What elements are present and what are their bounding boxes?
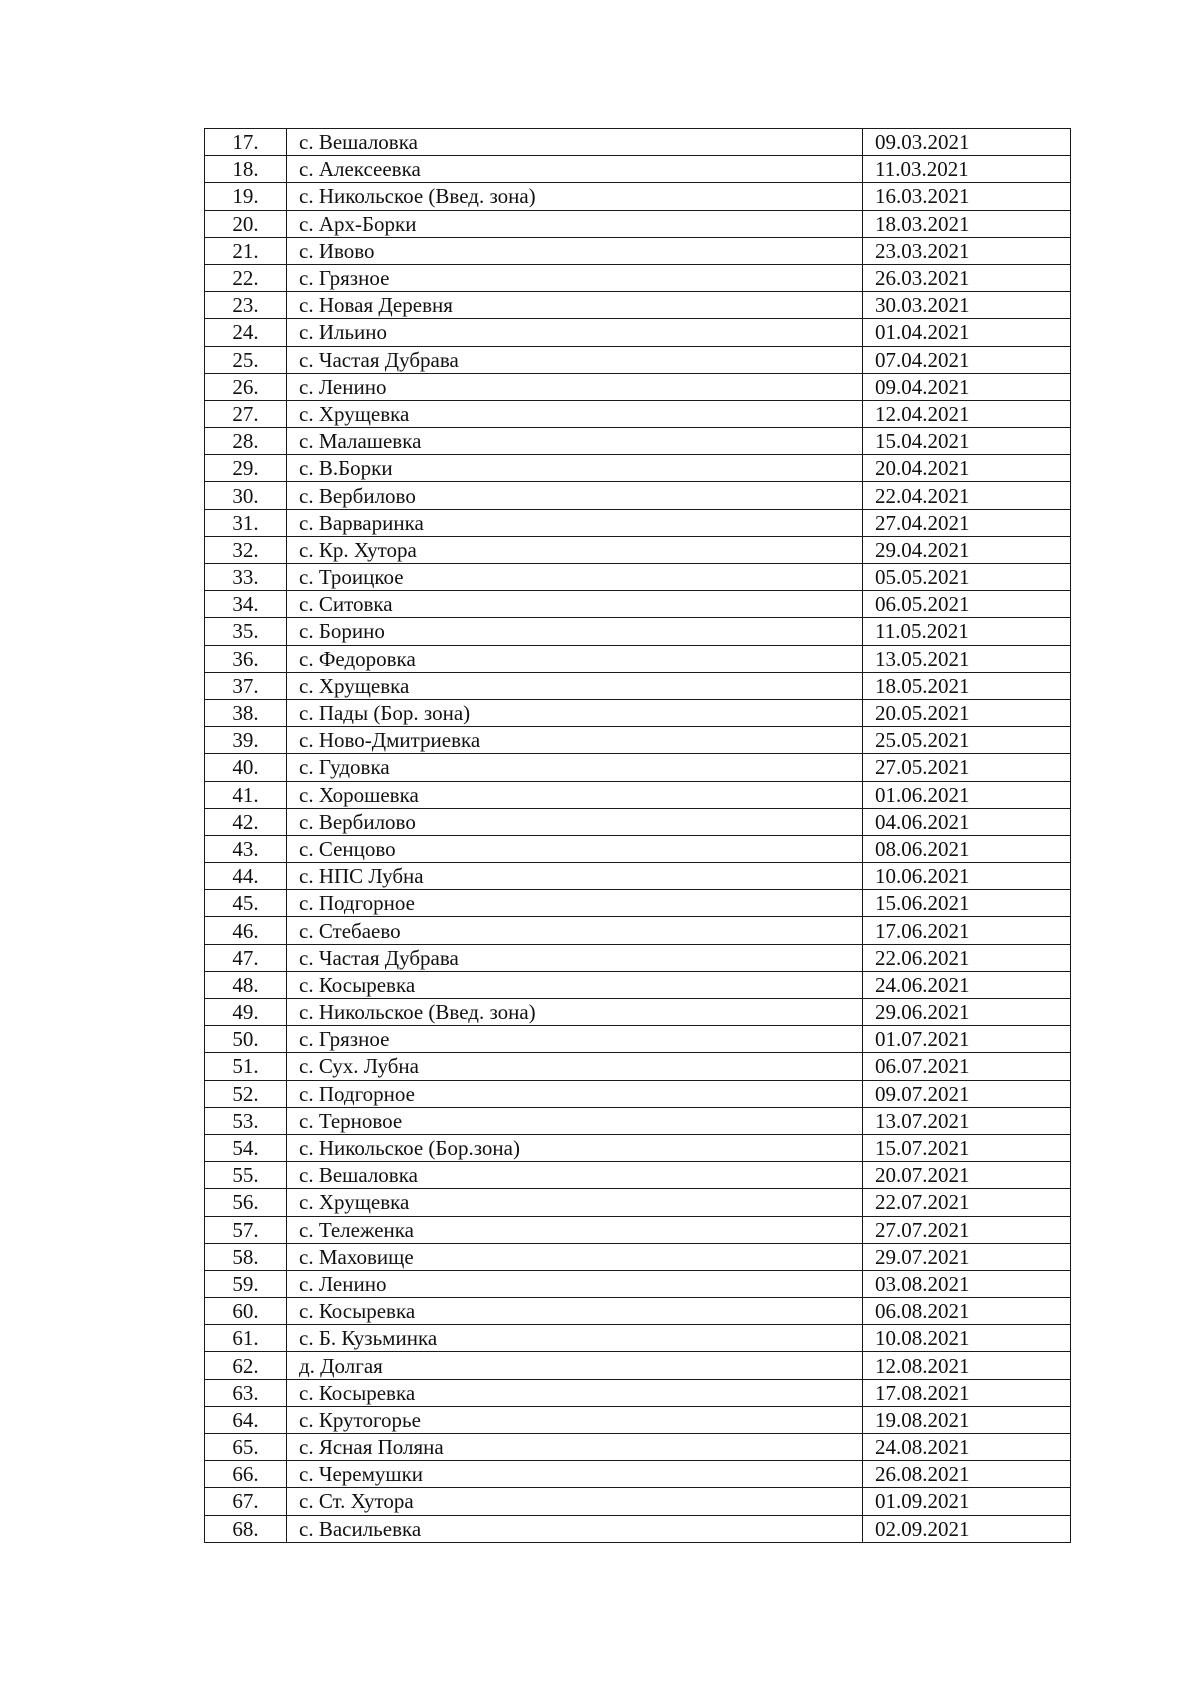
row-number-cell: 33. [205, 564, 287, 591]
date-cell: 01.09.2021 [863, 1488, 1071, 1515]
date-cell: 12.04.2021 [863, 400, 1071, 427]
row-number-cell: 42. [205, 808, 287, 835]
table-row [205, 645, 1071, 672]
row-number-cell: 58. [205, 1243, 287, 1270]
row-number-cell: 23. [205, 292, 287, 319]
row-number-cell: 20. [205, 210, 287, 237]
date-cell: 08.06.2021 [863, 835, 1071, 862]
date-cell: 09.04.2021 [863, 373, 1071, 400]
date-cell: 13.07.2021 [863, 1107, 1071, 1134]
table-row [205, 917, 1071, 944]
row-number-cell: 37. [205, 672, 287, 699]
settlement-cell: с. Ильино [287, 319, 863, 346]
settlement-cell: с. Троицкое [287, 564, 863, 591]
settlement-cell: с. Ленино [287, 373, 863, 400]
row-number-cell: 44. [205, 863, 287, 890]
table-row [205, 944, 1071, 971]
row-number-cell: 25. [205, 346, 287, 373]
table-row [205, 1270, 1071, 1297]
settlement-cell: с. Васильевка [287, 1515, 863, 1542]
table-row [205, 1352, 1071, 1379]
table-row [205, 509, 1071, 536]
row-number-cell: 29. [205, 455, 287, 482]
row-number-cell: 35. [205, 618, 287, 645]
settlement-cell: с. Ясная Поляна [287, 1434, 863, 1461]
table-row [205, 999, 1071, 1026]
table-row [205, 428, 1071, 455]
row-number-cell: 64. [205, 1406, 287, 1433]
date-cell: 22.07.2021 [863, 1189, 1071, 1216]
date-cell: 29.07.2021 [863, 1243, 1071, 1270]
table-row [205, 1406, 1071, 1433]
date-cell: 25.05.2021 [863, 727, 1071, 754]
settlement-cell: с. Пады (Бор. зона) [287, 699, 863, 726]
date-cell: 10.08.2021 [863, 1325, 1071, 1352]
row-number-cell: 66. [205, 1461, 287, 1488]
settlement-cell: с. Грязное [287, 1026, 863, 1053]
date-cell: 23.03.2021 [863, 237, 1071, 264]
row-number-cell: 26. [205, 373, 287, 400]
row-number-cell: 17. [205, 129, 287, 156]
date-cell: 04.06.2021 [863, 808, 1071, 835]
row-number-cell: 50. [205, 1026, 287, 1053]
row-number-cell: 53. [205, 1107, 287, 1134]
row-number-cell: 38. [205, 699, 287, 726]
settlement-cell: с. Ленино [287, 1270, 863, 1297]
settlement-cell: д. Долгая [287, 1352, 863, 1379]
table-row [205, 129, 1071, 156]
date-cell: 18.03.2021 [863, 210, 1071, 237]
row-number-cell: 54. [205, 1134, 287, 1161]
date-cell: 27.05.2021 [863, 754, 1071, 781]
table-row [205, 237, 1071, 264]
date-cell: 10.06.2021 [863, 863, 1071, 890]
date-cell: 22.04.2021 [863, 482, 1071, 509]
settlement-cell: с. Хрущевка [287, 400, 863, 427]
row-number-cell: 57. [205, 1216, 287, 1243]
row-number-cell: 39. [205, 727, 287, 754]
date-cell: 26.03.2021 [863, 264, 1071, 291]
table-row [205, 564, 1071, 591]
date-cell: 09.03.2021 [863, 129, 1071, 156]
date-cell: 22.06.2021 [863, 944, 1071, 971]
row-number-cell: 41. [205, 781, 287, 808]
date-cell: 17.08.2021 [863, 1379, 1071, 1406]
row-number-cell: 46. [205, 917, 287, 944]
settlement-cell: с. Сух. Лубна [287, 1053, 863, 1080]
table-row [205, 699, 1071, 726]
settlement-cell: с. Хрущевка [287, 672, 863, 699]
date-cell: 07.04.2021 [863, 346, 1071, 373]
date-cell: 16.03.2021 [863, 183, 1071, 210]
table-row [205, 835, 1071, 862]
date-cell: 20.04.2021 [863, 455, 1071, 482]
row-number-cell: 34. [205, 591, 287, 618]
row-number-cell: 32. [205, 536, 287, 563]
table-row [205, 1325, 1071, 1352]
row-number-cell: 28. [205, 428, 287, 455]
row-number-cell: 36. [205, 645, 287, 672]
date-cell: 11.05.2021 [863, 618, 1071, 645]
settlement-cell: с. Б. Кузьминка [287, 1325, 863, 1352]
settlement-cell: с. Подгорное [287, 890, 863, 917]
schedule-table [204, 128, 1071, 1543]
row-number-cell: 49. [205, 999, 287, 1026]
settlement-cell: с. Вербилово [287, 482, 863, 509]
table-row [205, 1434, 1071, 1461]
table-row [205, 781, 1071, 808]
date-cell: 06.08.2021 [863, 1298, 1071, 1325]
date-cell: 01.04.2021 [863, 319, 1071, 346]
table-row [205, 156, 1071, 183]
row-number-cell: 43. [205, 835, 287, 862]
table-row [205, 1243, 1071, 1270]
settlement-cell: с. Частая Дубрава [287, 944, 863, 971]
date-cell: 11.03.2021 [863, 156, 1071, 183]
row-number-cell: 45. [205, 890, 287, 917]
table-row [205, 1461, 1071, 1488]
table-row [205, 183, 1071, 210]
date-cell: 01.06.2021 [863, 781, 1071, 808]
table-row [205, 890, 1071, 917]
settlement-cell: с. НПС Лубна [287, 863, 863, 890]
schedule-table-body [205, 129, 1071, 1543]
table-row [205, 1488, 1071, 1515]
table-row [205, 754, 1071, 781]
settlement-cell: с. Хрущевка [287, 1189, 863, 1216]
settlement-cell: с. Никольское (Введ. зона) [287, 183, 863, 210]
date-cell: 15.06.2021 [863, 890, 1071, 917]
date-cell: 19.08.2021 [863, 1406, 1071, 1433]
date-cell: 03.08.2021 [863, 1270, 1071, 1297]
row-number-cell: 52. [205, 1080, 287, 1107]
row-number-cell: 31. [205, 509, 287, 536]
settlement-cell: с. Гудовка [287, 754, 863, 781]
row-number-cell: 24. [205, 319, 287, 346]
settlement-cell: с. Федоровка [287, 645, 863, 672]
table-row [205, 971, 1071, 998]
row-number-cell: 40. [205, 754, 287, 781]
table-row [205, 1189, 1071, 1216]
settlement-cell: с. Черемушки [287, 1461, 863, 1488]
date-cell: 24.08.2021 [863, 1434, 1071, 1461]
date-cell: 17.06.2021 [863, 917, 1071, 944]
settlement-cell: с. В.Борки [287, 455, 863, 482]
date-cell: 18.05.2021 [863, 672, 1071, 699]
date-cell: 24.06.2021 [863, 971, 1071, 998]
settlement-cell: с. Ново-Дмитриевка [287, 727, 863, 754]
settlement-cell: с. Тележенка [287, 1216, 863, 1243]
settlement-cell: с. Ситовка [287, 591, 863, 618]
row-number-cell: 47. [205, 944, 287, 971]
table-row [205, 1298, 1071, 1325]
table-row [205, 727, 1071, 754]
row-number-cell: 59. [205, 1270, 287, 1297]
settlement-cell: с. Малашевка [287, 428, 863, 455]
settlement-cell: с. Никольское (Введ. зона) [287, 999, 863, 1026]
table-row [205, 482, 1071, 509]
settlement-cell: с. Косыревка [287, 971, 863, 998]
date-cell: 26.08.2021 [863, 1461, 1071, 1488]
date-cell: 01.07.2021 [863, 1026, 1071, 1053]
date-cell: 27.07.2021 [863, 1216, 1071, 1243]
date-cell: 05.05.2021 [863, 564, 1071, 591]
table-row [205, 400, 1071, 427]
date-cell: 20.07.2021 [863, 1162, 1071, 1189]
table-row [205, 292, 1071, 319]
date-cell: 09.07.2021 [863, 1080, 1071, 1107]
settlement-cell: с. Ивово [287, 237, 863, 264]
table-row [205, 1080, 1071, 1107]
settlement-cell: с. Крутогорье [287, 1406, 863, 1433]
table-row [205, 1107, 1071, 1134]
row-number-cell: 62. [205, 1352, 287, 1379]
row-number-cell: 21. [205, 237, 287, 264]
row-number-cell: 61. [205, 1325, 287, 1352]
date-cell: 20.05.2021 [863, 699, 1071, 726]
table-row [205, 808, 1071, 835]
settlement-cell: с. Стебаево [287, 917, 863, 944]
date-cell: 29.06.2021 [863, 999, 1071, 1026]
settlement-cell: с. Кр. Хутора [287, 536, 863, 563]
settlement-cell: с. Никольское (Бор.зона) [287, 1134, 863, 1161]
table-row [205, 536, 1071, 563]
row-number-cell: 63. [205, 1379, 287, 1406]
row-number-cell: 68. [205, 1515, 287, 1542]
row-number-cell: 30. [205, 482, 287, 509]
table-row [205, 264, 1071, 291]
settlement-cell: с. Вешаловка [287, 129, 863, 156]
settlement-cell: с. Варваринка [287, 509, 863, 536]
table-row [205, 591, 1071, 618]
date-cell: 12.08.2021 [863, 1352, 1071, 1379]
table-row [205, 672, 1071, 699]
settlement-cell: с. Подгорное [287, 1080, 863, 1107]
settlement-cell: с. Маховище [287, 1243, 863, 1270]
date-cell: 27.04.2021 [863, 509, 1071, 536]
table-row [205, 346, 1071, 373]
table-row [205, 373, 1071, 400]
settlement-cell: с. Хорошевка [287, 781, 863, 808]
date-cell: 06.05.2021 [863, 591, 1071, 618]
row-number-cell: 22. [205, 264, 287, 291]
settlement-cell: с. Арх-Борки [287, 210, 863, 237]
table-row [205, 1134, 1071, 1161]
row-number-cell: 19. [205, 183, 287, 210]
settlement-cell: с. Вербилово [287, 808, 863, 835]
date-cell: 29.04.2021 [863, 536, 1071, 563]
row-number-cell: 60. [205, 1298, 287, 1325]
row-number-cell: 18. [205, 156, 287, 183]
date-cell: 15.04.2021 [863, 428, 1071, 455]
table-row [205, 618, 1071, 645]
table-row [205, 1026, 1071, 1053]
row-number-cell: 55. [205, 1162, 287, 1189]
date-cell: 30.03.2021 [863, 292, 1071, 319]
row-number-cell: 65. [205, 1434, 287, 1461]
settlement-cell: с. Частая Дубрава [287, 346, 863, 373]
table-row [205, 1053, 1071, 1080]
settlement-cell: с. Алексеевка [287, 156, 863, 183]
settlement-cell: с. Новая Деревня [287, 292, 863, 319]
row-number-cell: 51. [205, 1053, 287, 1080]
settlement-cell: с. Сенцово [287, 835, 863, 862]
settlement-cell: с. Вешаловка [287, 1162, 863, 1189]
settlement-cell: с. Ст. Хутора [287, 1488, 863, 1515]
table-row [205, 210, 1071, 237]
date-cell: 15.07.2021 [863, 1134, 1071, 1161]
date-cell: 13.05.2021 [863, 645, 1071, 672]
settlement-cell: с. Косыревка [287, 1298, 863, 1325]
settlement-cell: с. Борино [287, 618, 863, 645]
table-row [205, 319, 1071, 346]
date-cell: 02.09.2021 [863, 1515, 1071, 1542]
settlement-cell: с. Грязное [287, 264, 863, 291]
row-number-cell: 56. [205, 1189, 287, 1216]
table-row [205, 1162, 1071, 1189]
table-row [205, 1515, 1071, 1542]
date-cell: 06.07.2021 [863, 1053, 1071, 1080]
row-number-cell: 48. [205, 971, 287, 998]
row-number-cell: 27. [205, 400, 287, 427]
table-row [205, 1379, 1071, 1406]
table-row [205, 455, 1071, 482]
settlement-cell: с. Косыревка [287, 1379, 863, 1406]
row-number-cell: 67. [205, 1488, 287, 1515]
settlement-cell: с. Терновое [287, 1107, 863, 1134]
table-row [205, 1216, 1071, 1243]
table-row [205, 863, 1071, 890]
